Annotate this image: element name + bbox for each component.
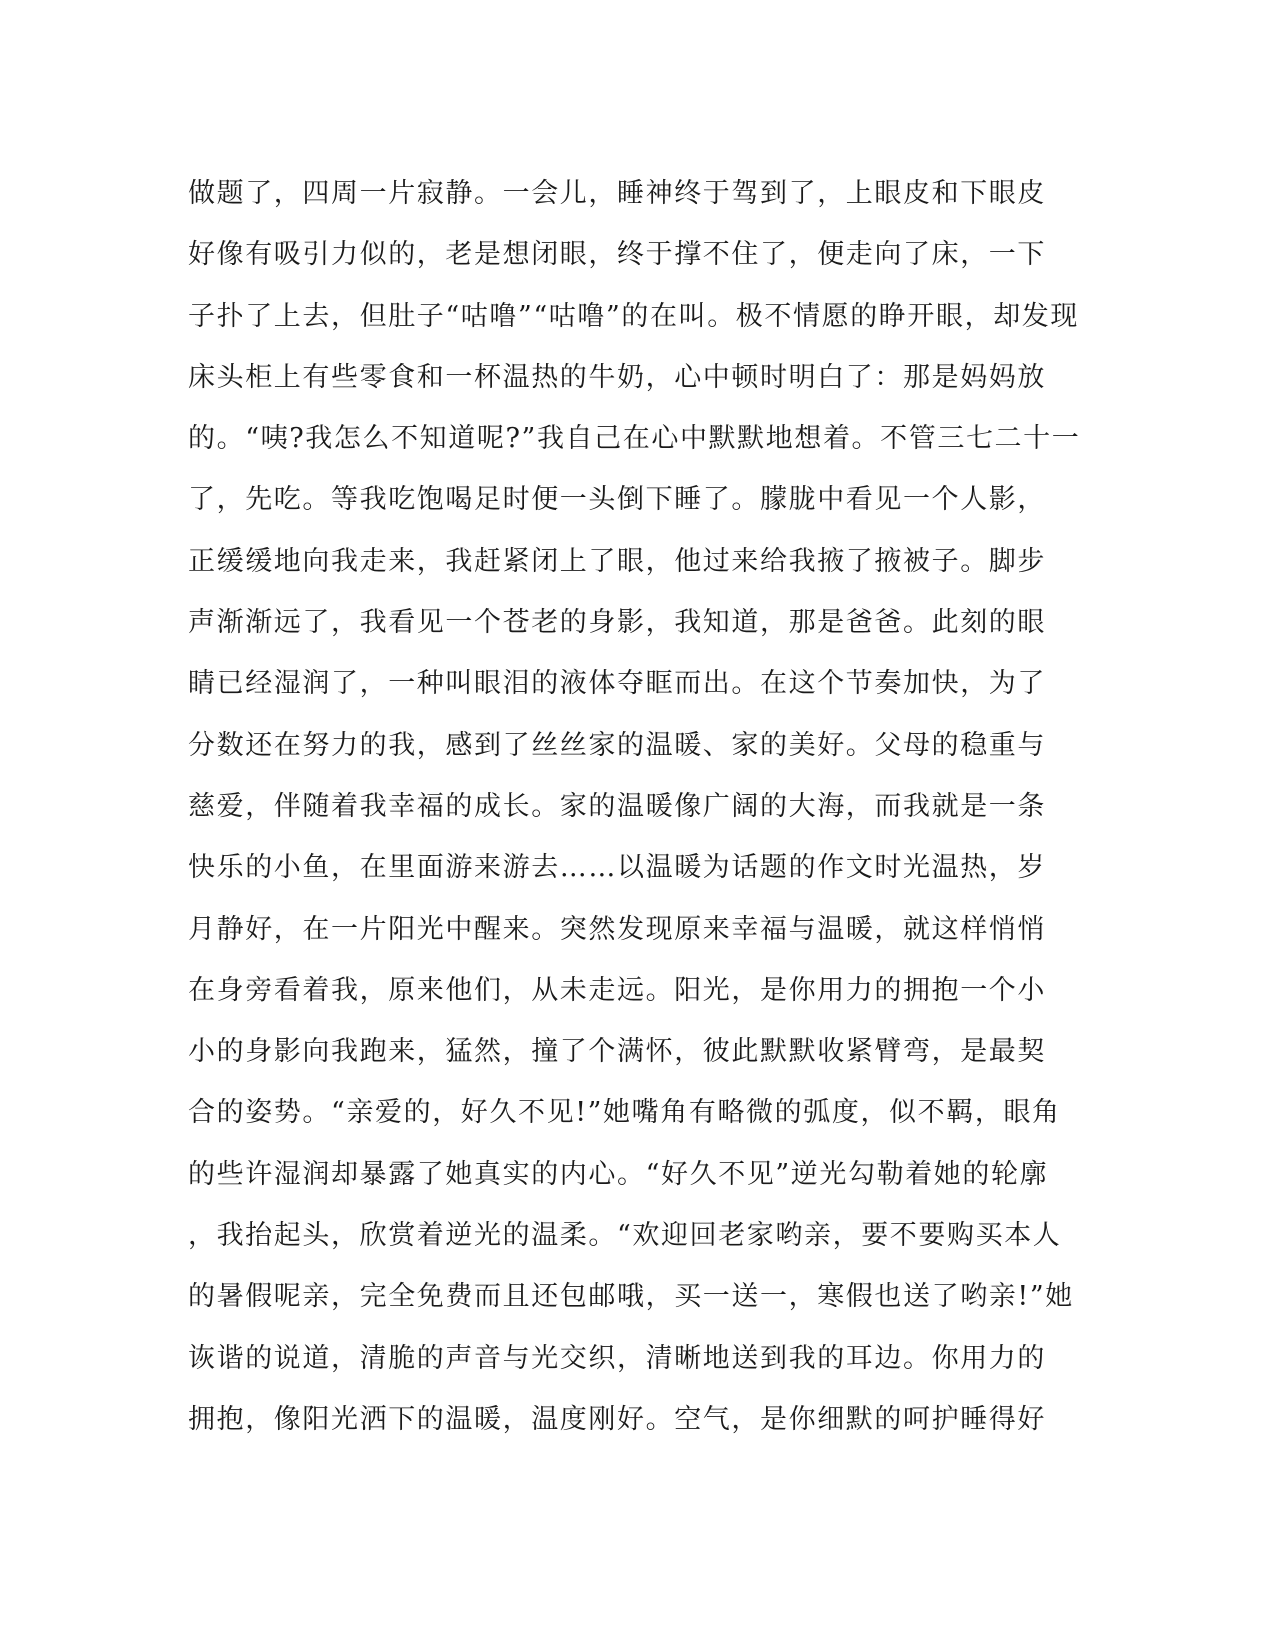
text-line: 快乐的小鱼，在里面游来游去……以温暖为话题的作文时光温热，岁	[188, 852, 1046, 884]
text-line: 的些许湿润却暴露了她真实的内心。“好久不见”逆光勾勒着她的轮廓	[188, 1158, 1049, 1190]
text-line: 做题了，四周一片寂静。一会儿，睡神终于驾到了，上眼皮和下眼皮	[188, 178, 1046, 209]
text-line: 月静好，在一片阳光中醒来。突然发现原来幸福与温暖，就这样悄悄	[188, 913, 1046, 945]
text-line: 的暑假呢亲，完全免费而且还包邮哦，买一送一，寒假也送了哟亲!”她	[188, 1281, 1074, 1313]
text-line: 床头柜上有些零食和一杯温热的牛奶，心中顿时明白了：那是妈妈放	[188, 361, 1046, 393]
text-line: 分数还在努力的我，感到了丝丝家的温暖、家的美好。父母的稳重与	[188, 729, 1046, 761]
text-line: 拥抱，像阳光洒下的温暖，温度刚好。空气，是你细默的呵护睡得好	[188, 1403, 1046, 1435]
text-line: 合的姿势。“亲爱的，好久不见!”她嘴角有略微的弧度，似不羁，眼角	[188, 1097, 1061, 1129]
text-line: 声渐渐远了，我看见一个苍老的身影，我知道，那是爸爸。此刻的眼	[188, 607, 1046, 639]
text-line: 了，先吃。等我吃饱喝足时便一头倒下睡了。朦胧中看见一个人影，	[188, 484, 1046, 516]
text-line: 小的身影向我跑来，猛然，撞了个满怀，彼此默默收紧臂弯，是最契	[188, 1036, 1046, 1068]
text-line: ，我抬起头，欣赏着逆光的温柔。“欢迎回老家哟亲，要不要购买本人	[188, 1220, 1062, 1252]
body-text	[188, 163, 1088, 1450]
text-line: 好像有吸引力似的，老是想闭眼，终于撑不住了，便走向了床，一下	[188, 239, 1046, 271]
text-line: 在身旁看着我，原来他们，从未走远。阳光，是你用力的拥抱一个小	[188, 974, 1046, 1006]
text-line: 的。“咦?我怎么不知道呢?”我自己在心中默默地想着。不管三七二十一	[188, 423, 1081, 455]
text-line: 慈爱，伴随着我幸福的成长。家的温暖像广阔的大海，而我就是一条	[188, 790, 1046, 822]
text-line: 睛已经湿润了，一种叫眼泪的液体夺眶而出。在这个节奏加快，为了	[188, 668, 1046, 700]
text-line: 诙谐的说道，清脆的声音与光交织，清晰地送到我的耳边。你用力的	[188, 1342, 1046, 1374]
text-line: 正缓缓地向我走来，我赶紧闭上了眼，他过来给我掖了掖被子。脚步	[188, 545, 1046, 577]
text-line: 子扑了上去，但肚子“咕噜”“咕噜”的在叫。极不情愿的睁开眼，却发现	[188, 300, 1080, 332]
